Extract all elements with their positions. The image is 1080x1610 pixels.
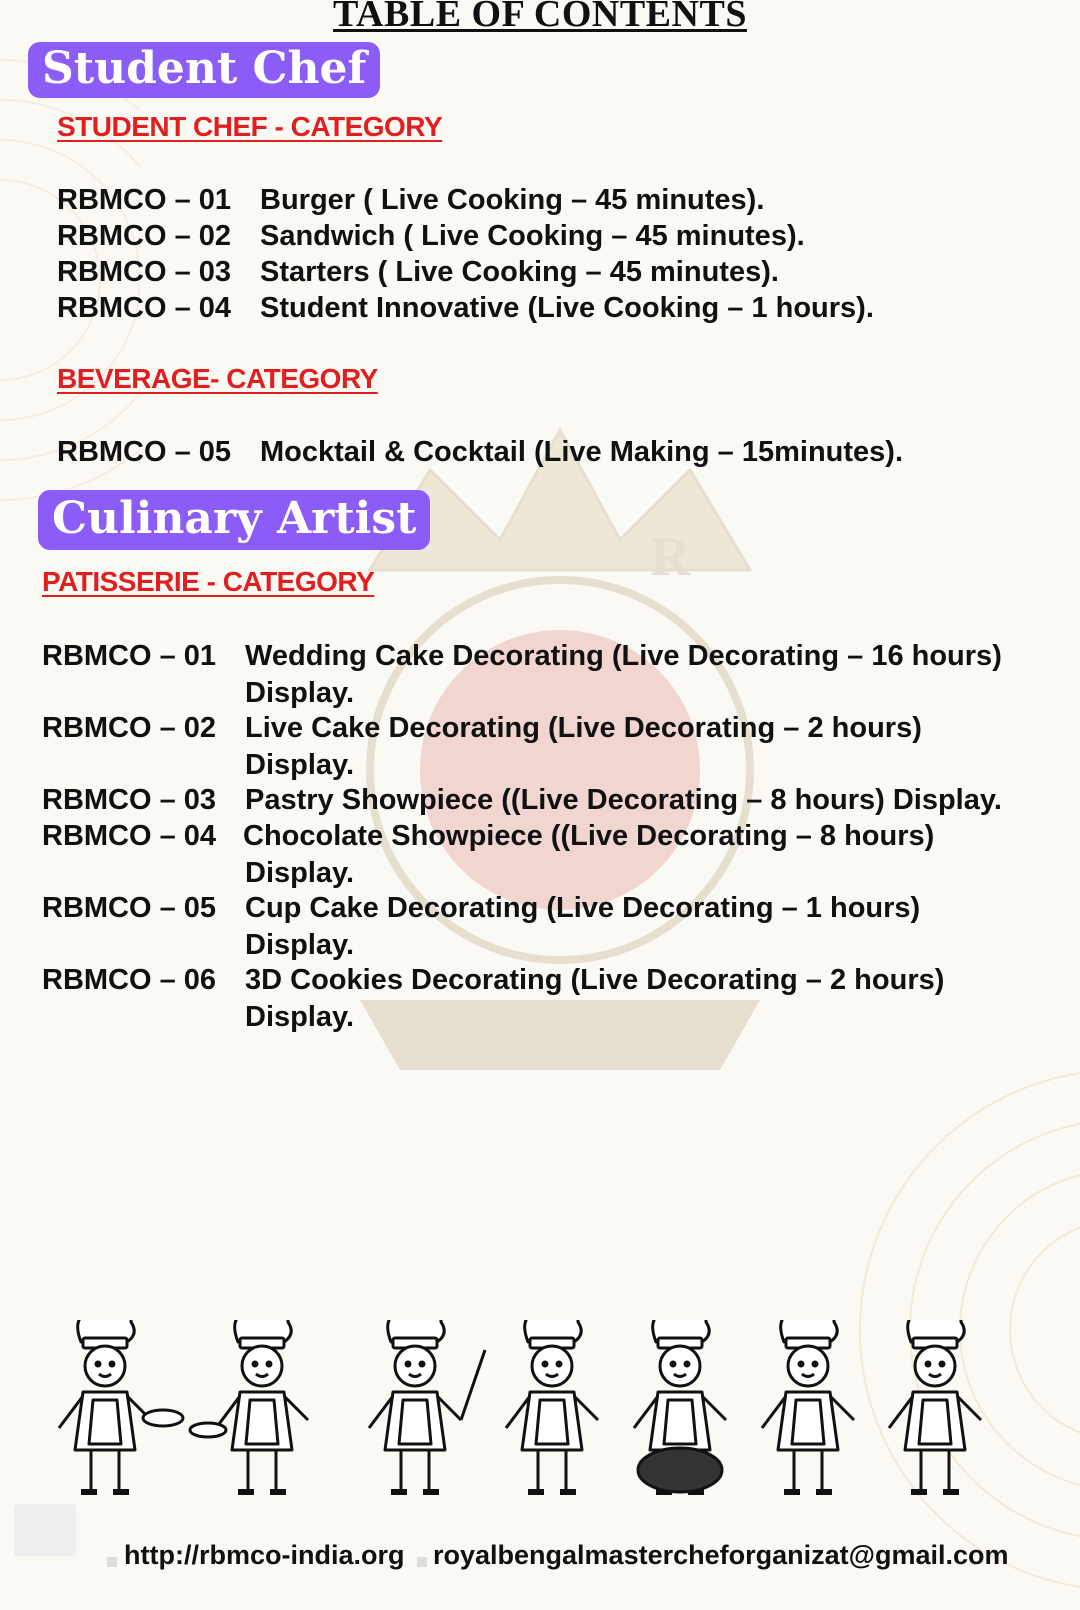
item-description: Starters ( Live Cooking – 45 minutes). [260, 256, 779, 288]
section-heading-student-chef: Student Chef [28, 42, 380, 98]
item-description: Live Cake Decorating (Live Decorating – 2 hours) [245, 712, 922, 744]
chef-illustration-1 [59, 1320, 183, 1492]
globe-icon [107, 1557, 117, 1567]
item-code: RBMCO – 05 [42, 892, 217, 924]
chef-illustration-4 [506, 1320, 598, 1492]
list-item [57, 182, 1057, 219]
item-description: Cup Cake Decorating (Live Decorating – 1 hours) [245, 892, 921, 924]
item-description: Sandwich ( Live Cooking – 45 minutes). [260, 220, 805, 252]
website-link[interactable]: http://rbmco-india.org [124, 1540, 405, 1570]
chef-illustrations [0, 1320, 1080, 1520]
item-code: RBMCO – 03 [42, 784, 217, 816]
item-description: Student Innovative (Live Cooking – 1 hours). [260, 292, 874, 324]
list-item [42, 818, 1072, 892]
list-item [57, 290, 1057, 327]
item-code: RBMCO – 04 [42, 820, 217, 852]
footer [0, 1540, 1080, 1584]
chef-illustration-2 [190, 1320, 308, 1492]
category-beverage: BEVERAGE- CATEGORY [57, 363, 378, 394]
list-item [42, 638, 1072, 712]
list-item [42, 782, 1072, 819]
item-description: Wedding Cake Decorating (Live Decorating – 16 hours) [245, 640, 1002, 672]
item-description-line2: Display. [245, 929, 355, 961]
chef-illustration-7 [889, 1320, 981, 1492]
item-description-line2: Display. [245, 677, 355, 709]
item-code: RBMCO – 01 [57, 184, 232, 216]
item-code: RBMCO – 02 [57, 220, 232, 252]
item-code: RBMCO – 02 [42, 712, 217, 744]
chef-illustration-6 [762, 1320, 854, 1492]
item-description-line2: Display. [245, 1001, 355, 1033]
chef-illustration-3 [369, 1320, 485, 1492]
list-item [57, 434, 1057, 471]
item-code: RBMCO – 06 [42, 964, 217, 996]
section-heading-culinary-artist: Culinary Artist [38, 490, 430, 550]
chef-illustration-5 [634, 1320, 726, 1492]
list-item [57, 254, 1057, 291]
item-code: RBMCO – 05 [57, 436, 232, 468]
email-link[interactable]: royalbengalmastercheforganizat@gmail.com [433, 1540, 1009, 1570]
page-title: TABLE OF CONTENTS [333, 0, 747, 35]
item-code: RBMCO – 04 [57, 292, 232, 324]
item-description-line2: Display. [245, 749, 355, 781]
category-patisserie: PATISSERIE - CATEGORY [42, 566, 375, 597]
item-description-line2: Display. [245, 857, 355, 889]
category-student-chef: STUDENT CHEF - CATEGORY [57, 111, 443, 142]
item-description: Burger ( Live Cooking – 45 minutes). [260, 184, 765, 216]
mail-icon [417, 1557, 427, 1567]
list-item [42, 710, 1072, 784]
list-item [57, 218, 1057, 255]
list-item [42, 890, 1072, 964]
item-description: 3D Cookies Decorating (Live Decorating – 2 hours) [245, 964, 945, 996]
item-code: RBMCO – 03 [57, 256, 232, 288]
item-description: Mocktail & Cocktail (Live Making – 15minutes). [260, 436, 903, 468]
list-item [42, 962, 1072, 1036]
item-code: RBMCO – 01 [42, 640, 217, 672]
footer-logo-placeholder [14, 1504, 76, 1556]
item-description: Pastry Showpiece ((Live Decorating – 8 hours) Display. [245, 784, 1002, 816]
watermark-letter: R [650, 526, 691, 588]
item-description: Chocolate Showpiece ((Live Decorating – 8 hours) [243, 820, 935, 852]
